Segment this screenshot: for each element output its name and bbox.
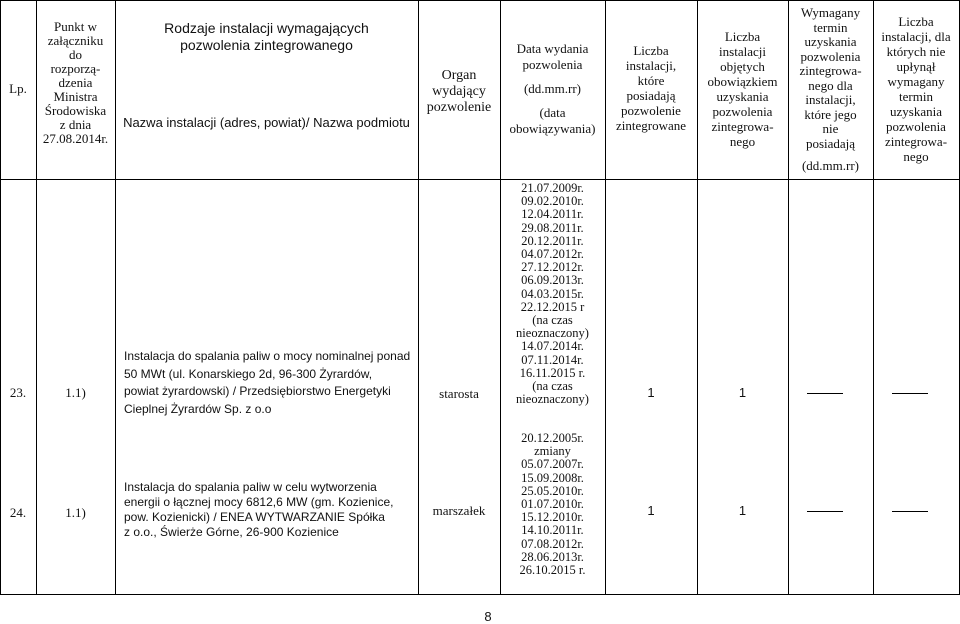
header-liczba-nieuplynal	[873, 14, 959, 164]
text-line: nieoznaczony)	[516, 392, 589, 407]
text-line: Cieplnej Żyrardów Sp. z o.o	[124, 401, 272, 416]
text-line: pozwolenia	[522, 57, 583, 72]
text-line: z dnia	[59, 117, 92, 132]
row-lp: 24.	[9, 505, 27, 520]
text-line: zmiany	[534, 444, 571, 459]
text-line: instalacji,	[625, 58, 677, 73]
text-line: 21.07.2009r.	[521, 181, 584, 195]
text-line: (dd.mm.rr)	[801, 158, 860, 173]
text-line: Wymagany	[800, 5, 861, 20]
header-rodzaje	[115, 20, 418, 54]
header-organ	[418, 68, 500, 116]
text-line: instalacji	[719, 44, 766, 59]
text-line: 09.02.2010r.	[521, 194, 584, 209]
text-line: 14.07.2014r.	[521, 339, 584, 354]
text-line: 04.03.2015r.	[521, 286, 584, 301]
text-line: instalacji, dla	[881, 29, 951, 44]
text-line: 50 MWt (ul. Konarskiego 2d, 96-300 Żyrardów,	[124, 366, 373, 381]
text-line: 27.12.2012r.	[521, 260, 584, 275]
header-liczba-objete	[697, 29, 788, 149]
text-line: Liczba	[898, 14, 934, 29]
text-line: pozwolenia	[800, 48, 861, 64]
text-line: nego	[903, 149, 929, 164]
text-line: 25.05.2010r.	[521, 483, 584, 498]
text-line: pow. Kozienicki) / ENEA WYTWARZANIE Spółka	[124, 510, 385, 524]
text-line: Środowiska	[44, 103, 107, 118]
text-line: Instalacja do spalania paliw o mocy nominalnej ponad	[124, 349, 411, 363]
text-line: obowiązkiem	[707, 74, 778, 89]
text-line: energii o łącznej mocy 6812,6 MW (gm. Kozienice,	[124, 495, 394, 509]
text-line: Ministra	[53, 89, 98, 104]
text-line: pozwolenie	[426, 100, 492, 115]
text-line: uzyskania	[804, 34, 857, 49]
text-line: 12.04.2011r.	[521, 207, 584, 222]
text-line: objętych	[720, 59, 765, 74]
text-line: 20.12.2011r.	[521, 233, 584, 248]
text-line: pozwolenia	[712, 104, 773, 119]
text-line: zintegrowa-	[884, 134, 948, 149]
text-line: 07.08.2012r.	[521, 536, 584, 551]
header-wymagany-termin	[788, 6, 873, 174]
page-number: 8	[484, 609, 492, 624]
text-line: 01.07.2010r.	[521, 497, 584, 512]
row-organ: marszałek	[432, 503, 486, 518]
header-data	[500, 41, 605, 137]
text-line: instalacji,	[805, 92, 856, 107]
text-line: rozporzą-	[50, 61, 101, 76]
text-line: uzyskania	[890, 104, 942, 119]
text-line: pozwolenie	[621, 103, 681, 118]
text-line: do	[69, 47, 82, 62]
text-line: (dd.mm.rr)	[523, 81, 582, 96]
text-line: nego dla	[808, 77, 853, 93]
text-line: 26.10.2015 r.	[519, 563, 586, 578]
header-liczba-posiadajace	[605, 43, 697, 133]
header-nazwa: Nazwa instalacji (adres, powiat)/ Nazwa podmiotu	[123, 115, 410, 130]
text-line: Liczba	[724, 29, 761, 44]
text-line: pozwolenia zintegrowanego	[180, 37, 353, 53]
text-line: dzenia	[58, 75, 93, 90]
text-line: które jego	[804, 106, 857, 122]
row-liczba-posiadajace: 1	[647, 385, 655, 400]
row-liczba-posiadajace: 1	[647, 503, 655, 518]
row-nazwa	[124, 480, 416, 540]
text-line: 04.07.2012r.	[521, 247, 584, 262]
row-wymagany-dash	[807, 393, 843, 394]
row-punkt: 1.1)	[65, 505, 86, 520]
text-line: posiadają	[805, 135, 856, 151]
header-lp: Lp.	[9, 81, 27, 96]
text-line: 28.06.2013r.	[521, 549, 584, 564]
text-line: zintegrowane	[615, 118, 687, 133]
text-line: 27.08.2014r.	[42, 131, 109, 146]
text-line: termin	[899, 89, 933, 104]
row-nazwa	[124, 348, 416, 418]
row-lp: 23.	[9, 385, 27, 400]
text-line: zintegrowa-	[711, 119, 774, 134]
row-punkt: 1.1)	[65, 385, 86, 400]
text-line: posiadają	[626, 88, 676, 103]
text-line: Instalacja do spalania paliw w celu wytworzenia	[124, 480, 377, 494]
text-line: zintegrowa-	[799, 63, 862, 78]
text-line: termin	[813, 19, 848, 35]
row-wymagany-dash	[807, 511, 843, 512]
text-line: które	[637, 73, 665, 88]
row-liczba-objete: 1	[738, 385, 747, 400]
text-line: nieoznaczony)	[516, 326, 589, 341]
text-line: Organ	[441, 68, 477, 83]
text-line: 06.09.2013r.	[521, 273, 584, 288]
text-line: 07.11.2014r.	[521, 352, 584, 367]
text-line: nego	[729, 134, 756, 149]
text-line: (na czas	[532, 313, 573, 328]
text-line: Rodzaje instalacji wymagających	[164, 20, 369, 36]
text-line: 16.11.2015 r.	[519, 365, 586, 380]
text-line: 29.08.2011r.	[521, 220, 584, 235]
text-line: których nie	[886, 44, 946, 59]
text-line: 14.10.2011r.	[521, 523, 584, 538]
text-line: 15.09.2008r.	[521, 470, 584, 485]
text-line: upłynął	[896, 59, 936, 74]
text-line: wymagany	[887, 74, 945, 89]
row-liczba-nieuplynal-dash	[892, 511, 928, 512]
text-line: 05.07.2007r.	[521, 457, 584, 472]
text-line: (data	[539, 105, 566, 120]
text-line: uzyskania	[716, 89, 769, 104]
text-line: nie	[822, 121, 839, 136]
row-dates	[500, 432, 605, 577]
row-liczba-objete: 1	[738, 503, 747, 518]
text-line: pozwolenia	[886, 119, 946, 134]
text-line: obowiązywania)	[509, 121, 596, 136]
text-line: 20.12.2005r.	[521, 431, 584, 445]
text-line: wydający	[432, 84, 486, 99]
text-line: Data wydania	[516, 41, 589, 56]
text-line: Liczba	[633, 43, 669, 58]
text-line: załączniku	[47, 33, 104, 48]
text-line: z o.o., Świerże Górne, 26-900 Kozienice	[124, 525, 339, 539]
row-organ: starosta	[439, 386, 479, 401]
text-line: Punkt w	[54, 19, 97, 34]
row-dates	[500, 182, 605, 406]
header-punkt	[36, 20, 115, 146]
text-line: 22.12.2015 r	[520, 299, 585, 314]
text-line: (na czas	[532, 379, 573, 394]
row-liczba-nieuplynal-dash	[892, 393, 928, 394]
text-line: powiat żyrardowski) / Przedsiębiorstwo Energetyki	[124, 384, 391, 398]
text-line: 15.12.2010r.	[521, 510, 584, 525]
